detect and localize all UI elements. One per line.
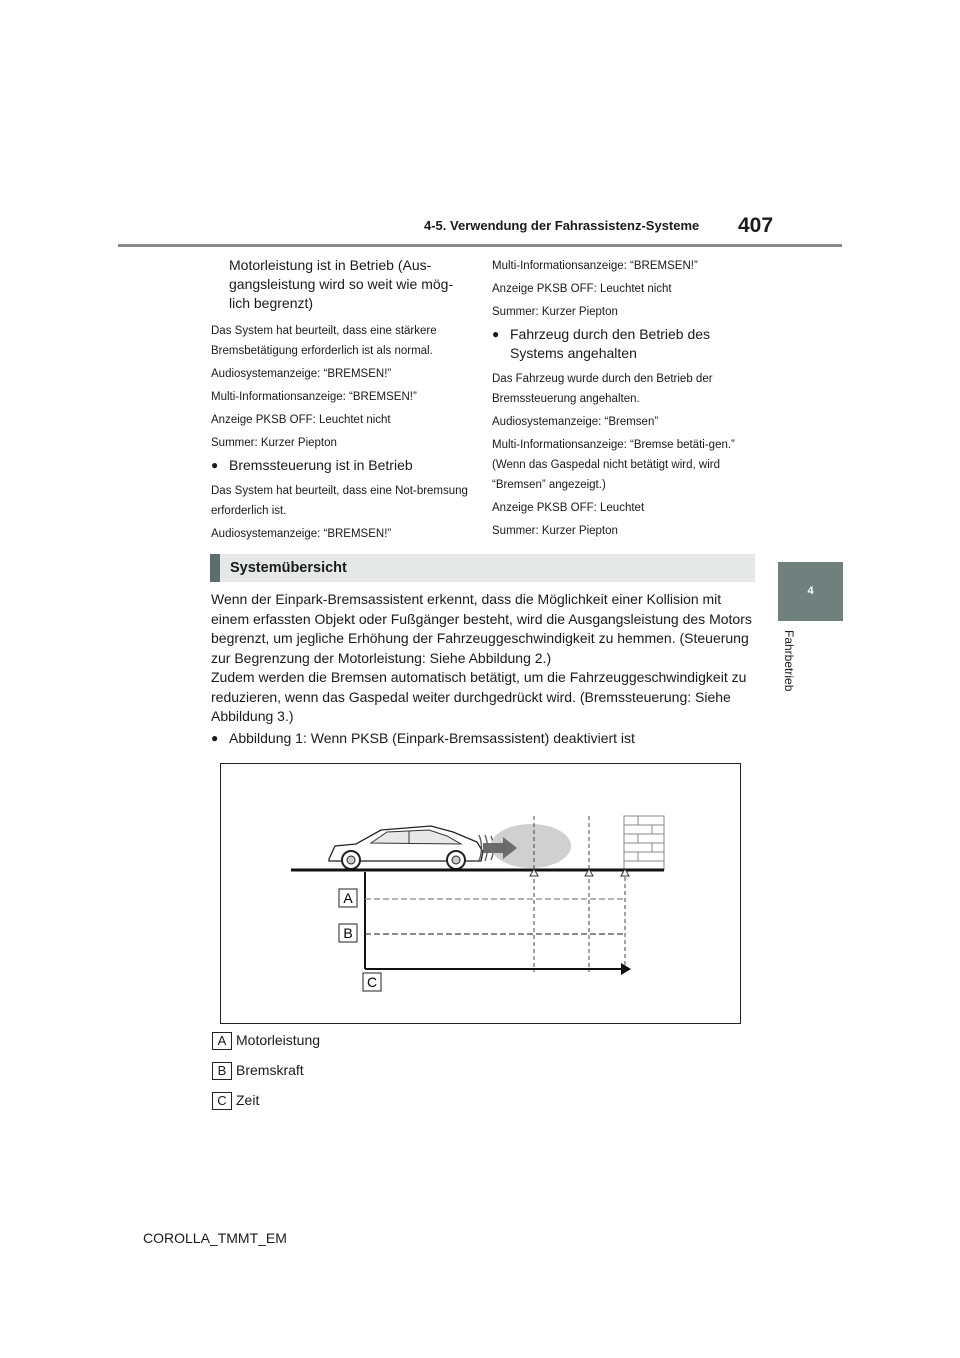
figure-frame: [220, 763, 741, 1024]
legend-text: Motorleistung: [236, 1032, 321, 1048]
legend-item-c: [212, 1092, 259, 1110]
legend-key: C: [212, 1092, 232, 1110]
header-rule: [118, 244, 842, 247]
right-line: Anzeige PKSB OFF: Leuchtet nicht: [492, 283, 672, 295]
section-title: Systemübersicht: [210, 554, 755, 582]
chapter-tab[interactable]: 4: [778, 562, 843, 621]
chapter-label: Fahrbetrieb: [782, 630, 796, 692]
left-column: [211, 256, 471, 547]
car-illustration: [329, 826, 483, 869]
page-number: 407: [738, 214, 774, 237]
label-c: C: [366, 974, 378, 990]
header-title: 4-5. Verwendung der Fahrassistenz-Systeme: [424, 218, 700, 233]
right-column: [492, 256, 752, 544]
right-line: Multi-Informationsanzeige: “Bremse betäti-gen.” (Wenn das Gaspedal nicht betätigt wird, wird “Bremsen” angezeigt.): [492, 439, 735, 491]
footer-code: COROLLA_TMMT_EM: [143, 1230, 287, 1246]
label-b: B: [343, 925, 353, 941]
legend-key: A: [212, 1032, 232, 1050]
left-line: Multi-Informationsanzeige: “BREMSEN!”: [211, 391, 417, 403]
left-line: Summer: Kurzer Piepton: [211, 437, 337, 449]
right-line: Summer: Kurzer Piepton: [492, 306, 618, 318]
left-bullet: ● Bremssteuerung ist in Betrieb: [211, 456, 471, 475]
body-paragraph: Wenn der Einpark-Bremsassistent erkennt, dass die Möglichkeit einer Kollision mit einem erfassten Objekt oder Fußgänger besteht, wird die Ausgangsleistung des Motors begrenzt, um jegliche Erhöhung der Fahrzeuggeschwindigkeit zu hemmen. (Steuerung zur Begrenzung der Motorleistung: Siehe Abbildung 2.): [211, 591, 752, 666]
section-body: [211, 590, 756, 727]
left-line: Das System hat beurteilt, dass eine stärkere Bremsbetätigung erforderlich ist als normal.: [211, 325, 437, 357]
left-line: Audiosystemanzeige: “BREMSEN!”: [211, 368, 392, 380]
figure-diagram: [221, 764, 740, 1023]
wall-icon: [624, 816, 664, 870]
right-line: Summer: Kurzer Piepton: [492, 525, 618, 537]
legend-key: B: [212, 1062, 232, 1080]
left-line: Das System hat beurteilt, dass eine Not-bremsung erforderlich ist.: [211, 485, 468, 517]
right-line: Das Fahrzeug wurde durch den Betrieb der Bremssteuerung angehalten.: [492, 373, 713, 405]
label-a: A: [343, 890, 353, 906]
legend-text: Bremskraft: [236, 1062, 304, 1078]
legend-text: Zeit: [236, 1092, 260, 1108]
left-line: Anzeige PKSB OFF: Leuchtet nicht: [211, 414, 391, 426]
left-line: Audiosystemanzeige: “BREMSEN!”: [211, 528, 392, 540]
legend-item-b: [212, 1062, 304, 1080]
right-line: Audiosystemanzeige: “Bremsen”: [492, 416, 659, 428]
right-line: Anzeige PKSB OFF: Leuchtet: [492, 502, 645, 514]
right-bullet: ● Fahrzeug durch den Betrieb des Systems angehalten: [492, 325, 752, 363]
right-line: Multi-Informationsanzeige: “BREMSEN!”: [492, 260, 698, 272]
body-paragraph: Zudem werden die Bremsen automatisch betätigt, um die Fahrzeuggeschwindigkeit zu reduzieren, wenn das Gaspedal weiter durchgedrückt wird. (Bremssteuerung: Siehe Abbildung 3.): [211, 669, 747, 724]
intro-text: Motorleistung ist in Betrieb (Aus-gangsleistung wird so weit wie mög-lich begrenzt): [229, 257, 454, 311]
figure-bullet: ● Abbildung 1: Wenn PKSB (Einpark-Bremsassistent) deaktiviert ist: [211, 730, 635, 746]
legend-item-a: [212, 1032, 320, 1050]
time-axis-arrowhead: [621, 963, 631, 975]
